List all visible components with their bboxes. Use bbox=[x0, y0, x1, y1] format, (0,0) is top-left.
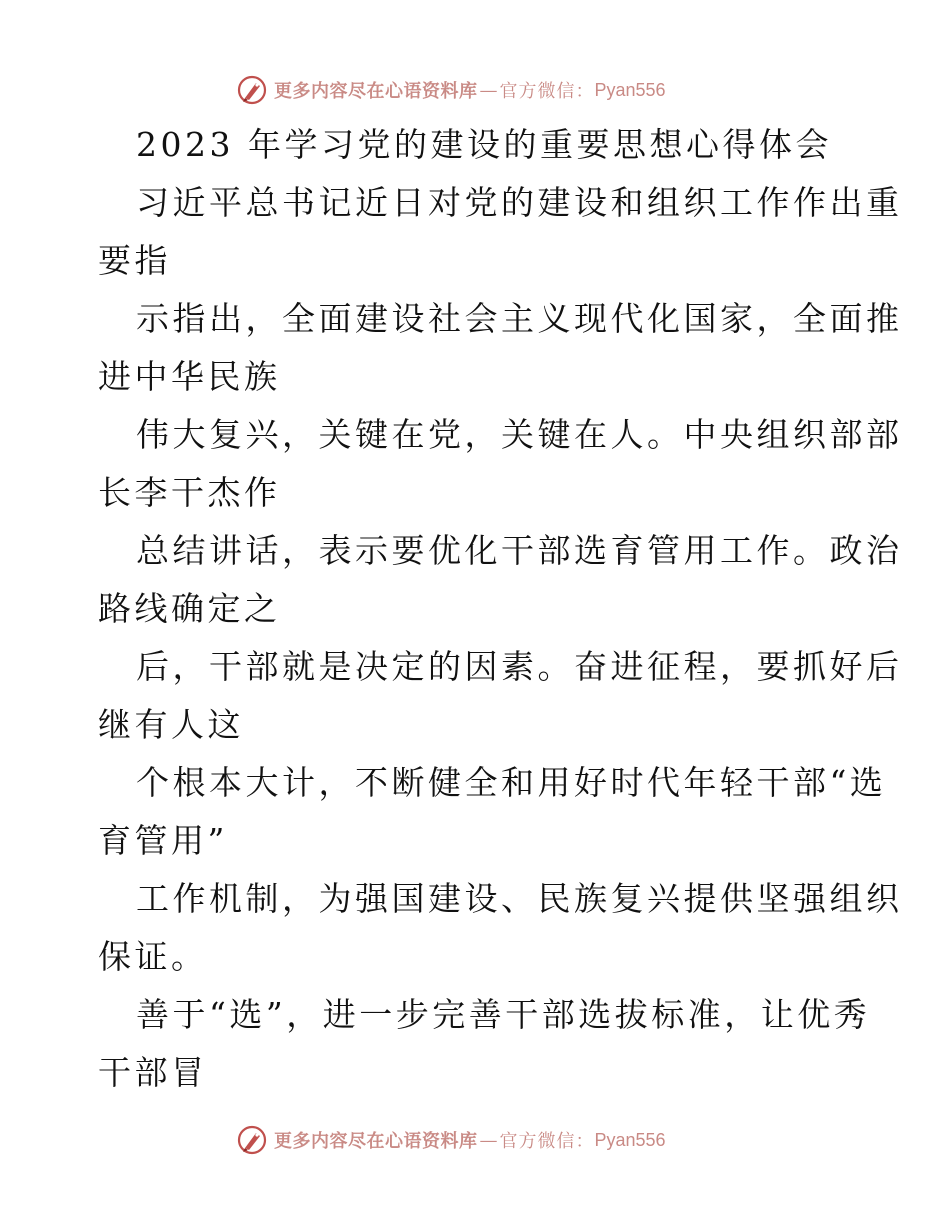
text-line: 后，干部就是决定的因素。奋进征程，要抓好后 bbox=[136, 647, 903, 686]
watermark-id: Pyan556 bbox=[594, 79, 666, 100]
watermark-main-text: 更多内容尽在心语资料库 bbox=[274, 1131, 478, 1152]
pen-logo-icon bbox=[236, 1124, 268, 1156]
text-line: 习近平总书记近日对党的建设和组织工作作出重 bbox=[136, 183, 903, 222]
text-line: 善于“选”，进一步完善干部选拔标准，让优秀 bbox=[136, 995, 871, 1034]
text-line: 示指出，全面建设社会主义现代化国家，全面推 bbox=[136, 299, 903, 338]
text-line: 进中华民族 bbox=[98, 357, 281, 396]
text-line: 要指 bbox=[98, 241, 171, 280]
text-line: 保证。 bbox=[98, 937, 208, 976]
text-line: 继有人这 bbox=[98, 705, 244, 744]
header-watermark bbox=[236, 73, 666, 107]
watermark-label: 官方微信： bbox=[499, 81, 595, 102]
document-body bbox=[98, 116, 903, 1102]
text-line: 工作机制，为强国建设、民族复兴提供坚强组织 bbox=[136, 879, 903, 918]
watermark-separator: — bbox=[479, 1129, 498, 1151]
pen-logo-icon bbox=[236, 74, 268, 106]
watermark-label: 官方微信： bbox=[499, 1131, 595, 1152]
text-line: 个根本大计，不断健全和用好时代年轻干部“选 bbox=[136, 763, 887, 802]
text-line: 干部冒 bbox=[98, 1053, 208, 1092]
text-line: 路线确定之 bbox=[98, 589, 281, 628]
watermark-main-text: 更多内容尽在心语资料库 bbox=[274, 81, 478, 102]
footer-watermark bbox=[236, 1123, 666, 1157]
text-line: 育管用” bbox=[98, 821, 228, 860]
watermark-id: Pyan556 bbox=[594, 1129, 666, 1150]
watermark-separator: — bbox=[479, 79, 498, 101]
text-line: 长李干杰作 bbox=[98, 473, 281, 512]
text-line: 总结讲话，表示要优化干部选育管用工作。政治 bbox=[136, 531, 903, 570]
text-line: 伟大复兴，关键在党，关键在人。中央组织部部 bbox=[136, 415, 903, 454]
document-title: 2023 年学习党的建设的重要思想心得体会 bbox=[136, 125, 832, 164]
